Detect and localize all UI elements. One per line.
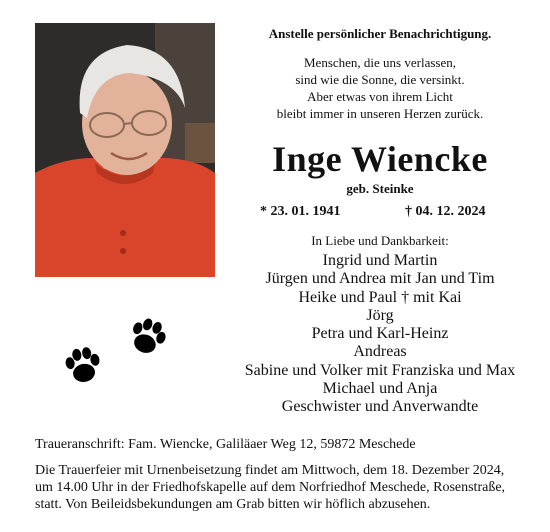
intro-text: Anstelle persönlicher Benachrichtigung.	[268, 26, 492, 41]
portrait-photo	[35, 23, 215, 277]
portrait-illustration	[35, 23, 215, 277]
mourning-address: Traueranschrift: Fam. Wiencke, Galiläaer Weg 12, 59872 Meschede	[35, 437, 416, 452]
mourners-list	[220, 252, 540, 417]
mourner-line: Jürgen und Andrea mit Jan und Tim	[265, 270, 495, 288]
birth-name: geb. Steinke	[346, 181, 414, 196]
poem	[235, 54, 525, 122]
notice-line: um 14.00 Uhr in der Friedhofskapelle auf dem Norfriedhof Meschede, Rosenstraße,	[35, 480, 506, 496]
mourner-line: Andreas	[353, 343, 407, 361]
poem-line: Menschen, die uns verlassen,	[304, 55, 456, 70]
poem-line: bleibt immer in unseren Herzen zurück.	[276, 106, 484, 121]
death-date: † 04. 12. 2024	[405, 204, 486, 219]
paw-prints-icon	[55, 312, 175, 392]
mourner-line: Ingrid und Martin	[322, 252, 438, 269]
paw-icon	[63, 345, 102, 384]
deceased-name: Inge Wiencke	[272, 139, 488, 179]
paw-icon	[126, 315, 170, 359]
notice-line: statt. Von Beileidsbekundungen am Grab bitten wir höflich abzusehen.	[35, 497, 431, 513]
notice-line: Die Trauerfeier mit Urnenbeisetzung findet am Mittwoch, dem 18. Dezember 2024,	[35, 463, 505, 478]
mourner-line: Sabine und Volker mit Franziska und Max	[244, 361, 516, 379]
mourner-line: Petra und Karl-Heinz	[311, 325, 449, 343]
mourner-line: Geschwister und Anverwandte	[281, 398, 479, 416]
mourner-line: Heike und Paul † mit Kai	[298, 288, 462, 306]
funeral-notice	[35, 462, 535, 514]
poem-line: Aber etwas von ihrem Licht	[307, 89, 453, 104]
mourner-line: Jörg	[366, 306, 394, 324]
poem-line: sind wie die Sonne, die versinkt.	[295, 72, 465, 87]
dedication-line: In Liebe und Dankbarkeit:	[311, 233, 449, 248]
birth-date: * 23. 01. 1941	[260, 204, 341, 219]
mourner-line: Michael und Anja	[322, 380, 438, 398]
